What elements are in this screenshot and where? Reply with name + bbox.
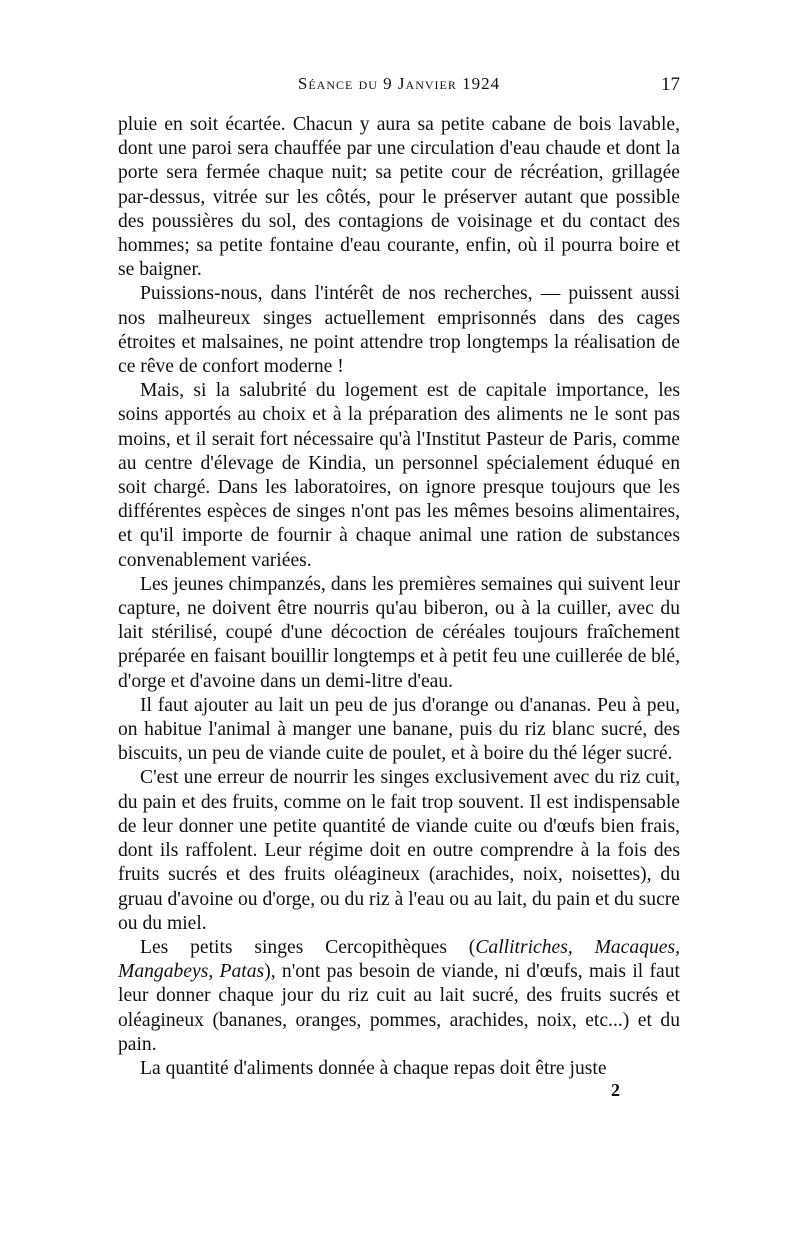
paragraph: Puissions-nous, dans l'intérêt de nos recherches, — puissent aussi nos malheureux singes actuellement emprisonnés dans des cages étroites et malsaines, ne point attendre trop longtemps la réalisation de ce rêve de confort moderne ! bbox=[118, 283, 680, 378]
body-text bbox=[118, 113, 680, 1081]
paragraph: pluie en soit écartée. Chacun y aura sa petite cabane de bois lavable, dont une paroi sera chauffée par une circulation d'eau chaude et dont la porte sera fermée chaque nuit; sa petite cour de récréation, grillagée par-dessus, vitrée sur les côtés, pour le préserver autant que possible des poussières du sol, des contagions de voisinage et du contact des hommes; sa petite fontaine d'eau courante, enfin, où il pourra boire et se baigner. bbox=[118, 114, 680, 281]
paragraph-text-start: Les petits singes Cercopithèques ( bbox=[140, 936, 476, 958]
signature-mark: 2 bbox=[611, 1080, 620, 1100]
paragraph: Les jeunes chimpanzés, dans les premières semaines qui suivent leur capture, ne doivent être nourris qu'au biberon, ou à la cuiller, avec du lait stérilisé, coupé d'une décoction de céréales toujours fraîchement préparée en faisant bouillir longtemps et à petit feu une cuillerée de blé, d'orge et d'avoine dans un demi-litre d'eau. bbox=[118, 573, 680, 692]
page-number: 17 bbox=[661, 74, 680, 95]
paragraph: Il faut ajouter au lait un peu de jus d'orange ou d'ananas. Peu à peu, on habitue l'animal à manger une banane, puis du riz blanc sucré, des biscuits, un peu de viande cuite de poulet, et à boire du thé léger sucré. bbox=[118, 694, 680, 765]
running-head bbox=[118, 74, 680, 98]
paragraph: La quantité d'aliments donnée à chaque repas doit être juste bbox=[140, 1057, 607, 1079]
species-names-italic: Callitriches, Macaques, Mangabeys, Patas bbox=[118, 936, 680, 983]
running-head-title: Séance du 9 Janvier 1924 bbox=[297, 74, 501, 93]
paragraph-with-species-list bbox=[118, 936, 680, 1057]
paragraph: Mais, si la salubrité du logement est de capitale importance, les soins apportés au choix et à la préparation des aliments ne le sont pas moins, et il serait fort nécessaire qu'à l'Institut Pasteur de Paris, comme au centre d'élevage de Kindia, un personnel spécialement éduqué en soit chargé. Dans les laboratoires, on ignore presque toujours que les différentes espèces de singes n'ont pas les mêmes besoins alimentaires, et qu'il importe de fournir à chaque animal une ration de substances convenablement variées. bbox=[118, 380, 680, 571]
paragraph: C'est une erreur de nourrir les singes exclusivement avec du riz cuit, du pain et des fruits, comme on le fait trop souvent. Il est indispensable de leur donner une petite quantité de viande cuite ou d'œufs bien frais, dont ils raffolent. Leur régime doit en outre comprendre à la fois des fruits sucrés et des fruits oléagineux (arachides, noix, noisettes), du gruau d'avoine ou d'orge, ou du riz à l'eau ou au lait, du pain et du sucre ou du miel. bbox=[118, 767, 680, 934]
paragraph-text-end: ), n'ont pas besoin de viande, ni d'œufs, mais il faut leur donner chaque jour du riz cuit au lait sucré, des fruits sucrés et oléagineux (bananes, oranges, pommes, arachides, noix, etc...) et du pain. bbox=[118, 961, 680, 1055]
